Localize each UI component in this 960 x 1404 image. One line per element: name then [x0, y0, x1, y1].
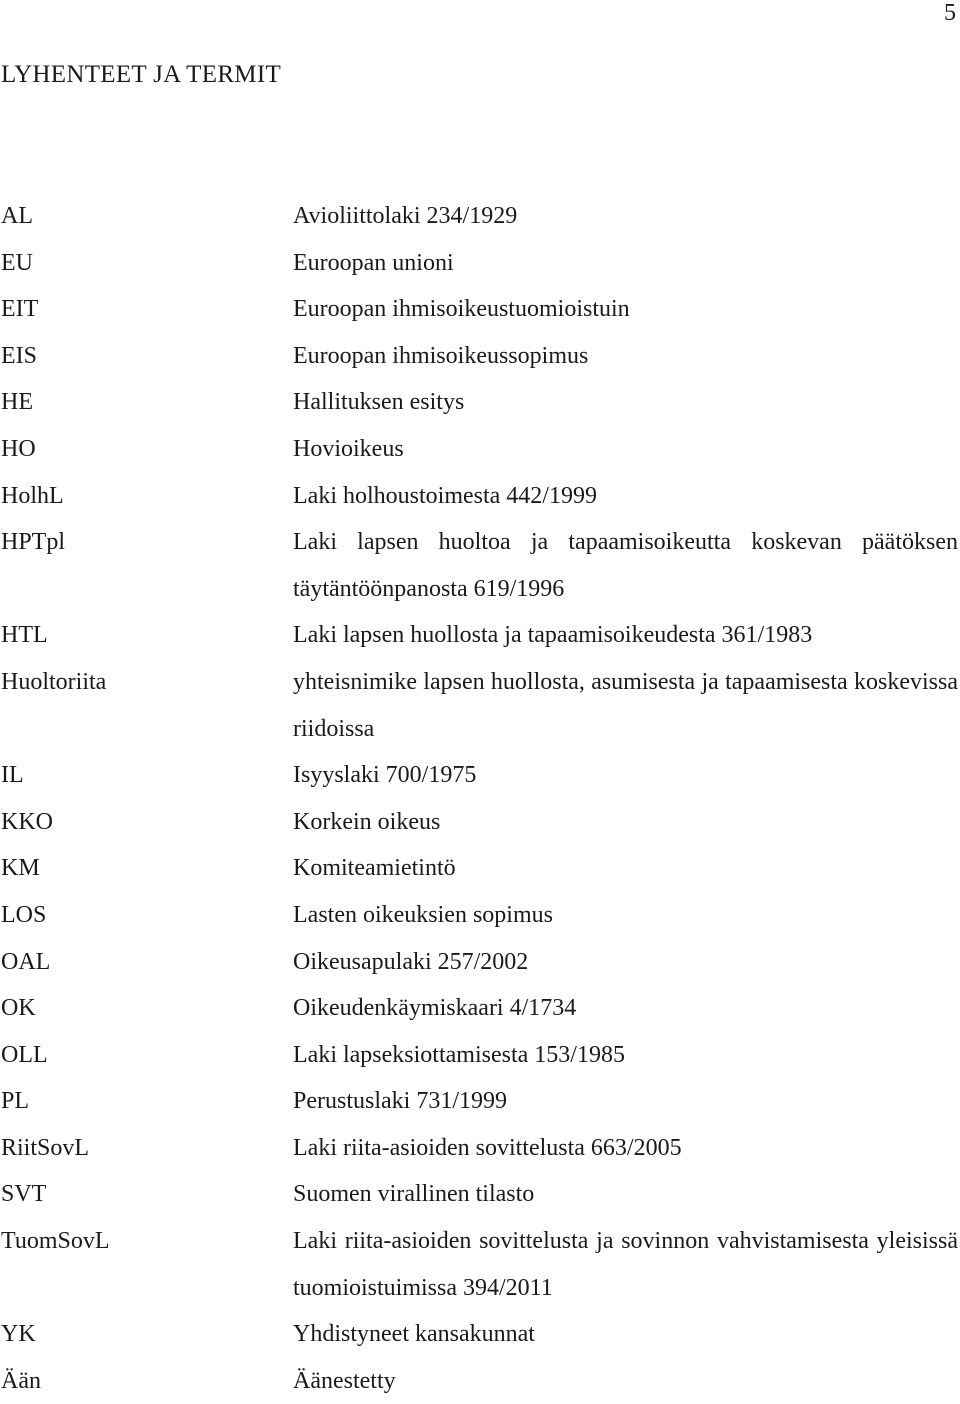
- abbreviation: HE: [1, 389, 33, 416]
- definition: Äänestetty: [293, 1367, 396, 1394]
- list-item: [0, 799, 960, 846]
- abbreviation: EIT: [1, 296, 39, 323]
- definition: Komiteamietintö: [293, 855, 456, 882]
- abbreviation: OAL: [1, 948, 51, 975]
- definition: Euroopan ihmisoikeustuomioistuin: [293, 296, 630, 323]
- abbreviation: YK: [1, 1321, 36, 1348]
- list-item: [0, 892, 960, 939]
- list-item: [0, 752, 960, 799]
- abbreviation: EU: [1, 249, 33, 276]
- abbreviation-list: [0, 193, 960, 1404]
- definition: Laki holhoustoimesta 442/1999: [293, 482, 597, 509]
- abbreviation: RiitSovL: [1, 1134, 90, 1161]
- list-item: [0, 939, 960, 986]
- definition: Laki lapsen huoltoa ja tapaamisoikeutta koskevan päätöksen täytäntöönpanosta 619/1996: [293, 529, 958, 602]
- abbreviation: IL: [1, 762, 24, 789]
- definition: Laki lapsen huollosta ja tapaamisoikeudesta 361/1983: [293, 622, 813, 649]
- definition: Oikeudenkäymiskaari 4/1734: [293, 995, 577, 1022]
- definition: Lasten oikeuksien sopimus: [293, 901, 553, 928]
- abbreviation: PL: [1, 1088, 30, 1115]
- list-item: [0, 985, 960, 1032]
- list-item: [0, 286, 960, 333]
- abbreviation: HO: [1, 435, 36, 462]
- abbreviation: LOS: [1, 901, 47, 928]
- definition: Perustuslaki 731/1999: [293, 1088, 507, 1115]
- abbreviation: EIS: [1, 342, 37, 369]
- list-item: [0, 1218, 960, 1311]
- definition: Euroopan unioni: [293, 249, 454, 276]
- abbreviation: SVT: [1, 1181, 47, 1208]
- definition: Oikeusapulaki 257/2002: [293, 948, 529, 975]
- page-number: 5: [944, 0, 956, 26]
- page-title: LYHENTEET JA TERMIT: [1, 61, 282, 88]
- abbreviation: HolhL: [1, 482, 64, 509]
- definition: Suomen virallinen tilasto: [293, 1181, 535, 1208]
- list-item: [0, 659, 960, 752]
- list-item: [0, 1358, 960, 1404]
- definition: yhteisnimike lapsen huollosta, asumisesta ja tapaamisesta koskevissa riidoissa: [293, 668, 958, 742]
- abbreviation: KM: [1, 855, 40, 882]
- list-item: [0, 426, 960, 473]
- abbreviation: OLL: [1, 1041, 48, 1068]
- abbreviation: KKO: [1, 808, 53, 835]
- list-item: [0, 1171, 960, 1218]
- list-item: [0, 1125, 960, 1172]
- list-item: [0, 1078, 960, 1125]
- abbreviation: HTL: [1, 622, 48, 649]
- definition: Yhdistyneet kansakunnat: [293, 1321, 535, 1348]
- abbreviation: Ään: [1, 1367, 41, 1394]
- list-item: [0, 240, 960, 287]
- list-item: [0, 1032, 960, 1079]
- list-item: [0, 845, 960, 892]
- definition: Hallituksen esitys: [293, 389, 465, 416]
- abbreviation: HPTpl: [1, 529, 66, 556]
- definition: Euroopan ihmisoikeussopimus: [293, 342, 589, 369]
- list-item: [0, 519, 960, 612]
- abbreviation: Huoltoriita: [1, 668, 107, 695]
- list-item: [0, 193, 960, 240]
- abbreviation: AL: [1, 203, 33, 229]
- definition: Laki lapseksiottamisesta 153/1985: [293, 1041, 625, 1068]
- definition: Avioliittolaki 234/1929: [293, 203, 518, 229]
- list-item: [0, 473, 960, 520]
- definition: Isyyslaki 700/1975: [293, 762, 477, 789]
- list-item: [0, 333, 960, 380]
- definition: Hovioikeus: [293, 435, 404, 462]
- definition: Korkein oikeus: [293, 808, 441, 835]
- abbreviation: TuomSovL: [1, 1228, 110, 1255]
- definition: Laki riita-asioiden sovittelusta ja sovinnon vahvistamisesta yleisissä tuomioistuimissa 394/2011: [293, 1228, 958, 1301]
- abbreviation: OK: [1, 995, 36, 1022]
- definition: Laki riita-asioiden sovittelusta 663/2005: [293, 1134, 682, 1161]
- list-item: [0, 1311, 960, 1358]
- list-item: [0, 612, 960, 659]
- list-item: [0, 379, 960, 426]
